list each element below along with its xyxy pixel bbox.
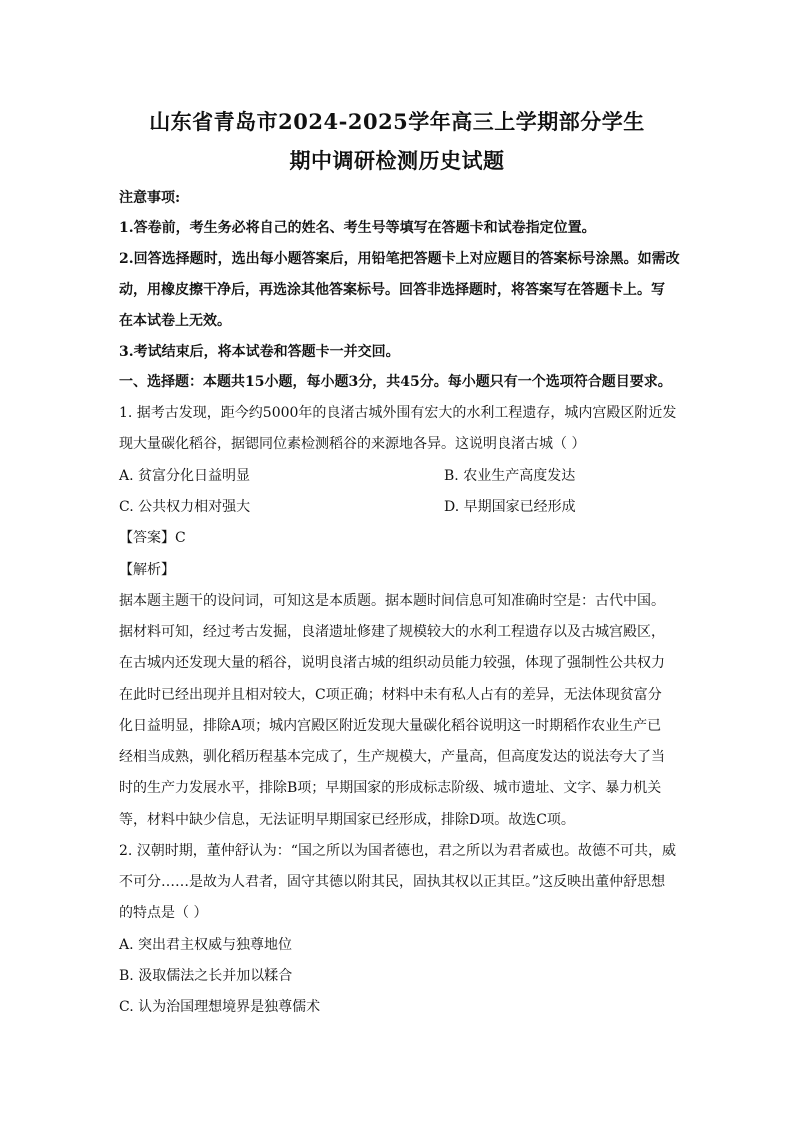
q1-analysis-line: 等，材料中缺少信息，无法证明早期国家已经形成，排除D项。故选C项。 — [119, 812, 575, 828]
notes-heading: 注意事项: — [119, 190, 181, 206]
q2-stem-line-3: 的特点是（ ） — [119, 905, 208, 921]
q1-analysis-line: 据本题主题干的设问词，可知这是本质题。据本题时间信息可知准确时空是：古代中国。 — [119, 593, 665, 609]
q1-analysis-line: 在古城内还发现大量的稻谷，说明良渚古城的组织动员能力较强，体现了强制性公共权力 — [119, 655, 665, 671]
q2-stem-line-2: 不可分……是故为人君者，固守其德以附其民，固执其权以正其臣。”这反映出董仲舒思想 — [119, 874, 666, 890]
q1-analysis-line: 在此时已经出现并且相对较大，C项正确；材料中未有私人占有的差异，无法体现贫富分 — [119, 687, 662, 703]
document-title-line-1: 山东省青岛市2024-2025学年高三上学期部分学生 — [149, 109, 645, 134]
q1-option-d: D. 早期国家已经形成 — [444, 499, 576, 515]
note-2-line-2: 动，用橡皮擦干净后，再选涂其他答案标号。回答非选择题时，将答案写在答题卡上。写 — [119, 282, 665, 298]
q2-option-b: B. 汲取儒法之长并加以糅合 — [119, 968, 293, 984]
q2-option-c: C. 认为治国理想境界是独尊儒术 — [119, 999, 321, 1015]
note-2-line-3: 在本试卷上无效。 — [119, 313, 231, 329]
q1-analysis-line: 时的生产力发展水平，排除B项；早期国家的形成标志阶级、城市遗址、文字、暴力机关 — [119, 780, 662, 796]
q1-stem-line-1: 1. 据考古发现，距今约5000年的良渚古城外围有宏大的水利工程遗存，城内宫殿区附近发 — [119, 405, 677, 421]
q1-analysis-line: 化日益明显，排除A项；城内宫殿区附近发现大量碳化稻谷说明这一时期稻作农业生产已 — [119, 718, 662, 734]
note-1: 1.答卷前，考生务必将自己的姓名、考生号等填写在答题卡和试卷指定位置。 — [119, 220, 596, 236]
q1-option-a: A. 贫富分化日益明显 — [119, 468, 251, 484]
q1-analysis-label: 【解析】 — [119, 562, 175, 578]
q1-stem-line-2: 现大量碳化稻谷，据锶同位素检测稻谷的来源地各异。这说明良渚古城（ ） — [119, 436, 586, 452]
q2-stem-line-1: 2. 汉朝时期，董仲舒认为：“国之所以为国者德也，君之所以为君者威也。故德不可共，威 — [119, 843, 676, 859]
q1-option-b: B. 农业生产高度发达 — [444, 468, 576, 484]
q1-answer: 【答案】C — [119, 530, 186, 546]
q1-option-c: C. 公共权力相对强大 — [119, 499, 251, 515]
q1-analysis-line: 据材料可知，经过考古发掘，良渚遗址修建了规模较大的水利工程遗存以及古城宫殿区， — [119, 624, 665, 640]
note-2-line-1: 2.回答选择题时，选出每小题答案后，用铅笔把答题卡上对应题目的答案标号涂黑。如需改 — [119, 251, 680, 267]
document-title-line-2: 期中调研检测历史试题 — [289, 148, 505, 173]
q1-analysis-line: 经相当成熟，驯化稻历程基本完成了，生产规模大，产量高，但高度发达的说法夸大了当 — [119, 749, 665, 765]
section-heading: 一、选择题：本题共15小题，每小题3分，共45分。每小题只有一个选项符合题目要求。 — [119, 374, 672, 390]
q2-option-a: A. 突出君主权威与独尊地位 — [119, 937, 293, 953]
note-3: 3.考试结束后，将本试卷和答题卡一并交回。 — [119, 344, 400, 360]
